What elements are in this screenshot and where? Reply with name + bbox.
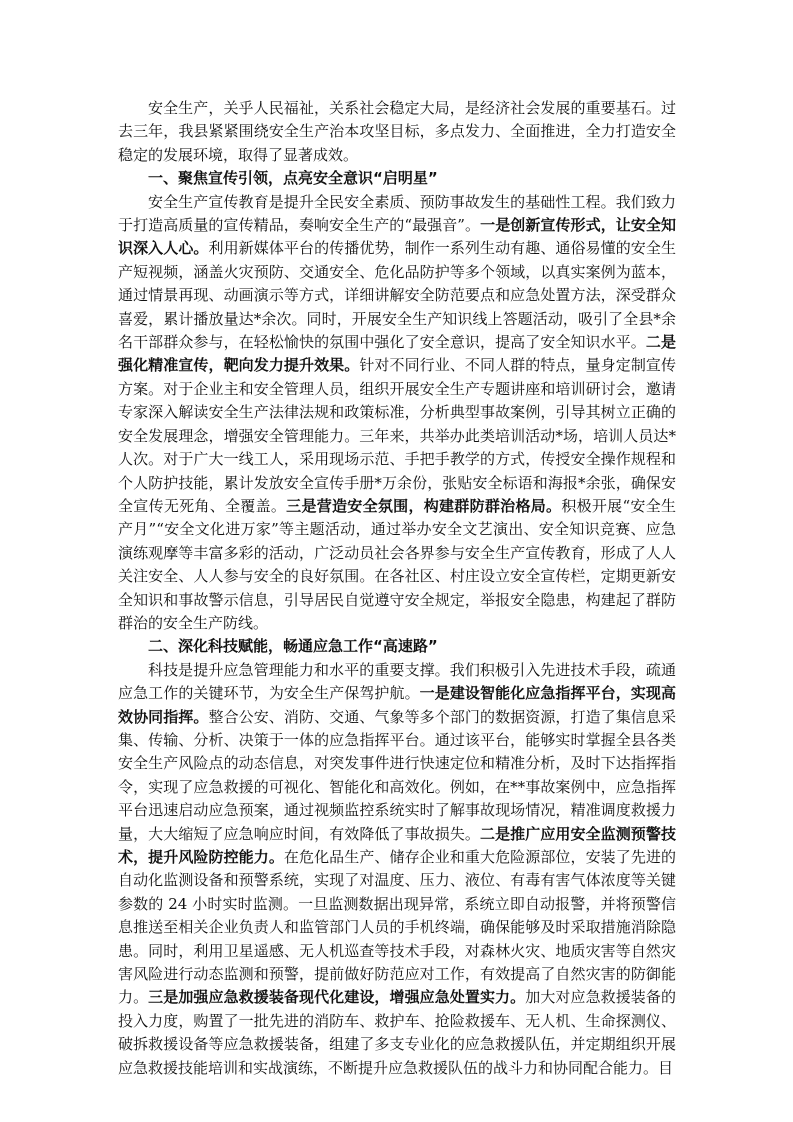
section-1-paragraph — [118, 191, 676, 636]
section-1-heading: 一、聚焦宣传引领，点亮安全意识“启明星” — [148, 169, 438, 188]
section-1-point-1-title: 一是创新宣传形式，让安全知识深入人心。 — [118, 216, 676, 258]
section-1-lead: 安全生产宣传教育是提升全民安全素质、预防事故发生的基础性工程。我们致力于打造高质量的宣传精品，奏响安全生产的“最强音”。 — [118, 192, 676, 235]
section-2-point-1-title: 一是建设智能化应急指挥平台，实现高效协同指挥。 — [118, 684, 676, 726]
section-1-point-3-title: 三是营造安全氛围，构建群防群治格局。 — [286, 496, 562, 515]
section-1-point-2-body: 针对不同行业、不同人群的特点，量身定制宣传方案。对于企业主和安全管理人员，组织开展安全生产专题讲座和培训研讨会，邀请专家深入解读安全生产法律法规和政策标准，分析典型事故案例，引导其树立正确的安全发展理念，增强安全管理能力。三年来，共举办此类培训活动*场，培训人员达*人次。对于广大一线工人，采用现场示范、手把手教学的方式，传授安全操作规程和个人防护技能，累计发放安全宣传手册*万余份，张贴安全标语和海报*余张，确保安全宣传无死角、全覆盖。 — [118, 356, 676, 515]
section-2-heading: 二、深化科技赋能，畅通应急工作“高速路” — [148, 637, 438, 656]
section-2-point-1-body: 整合公安、消防、交通、气象等多个部门的数据资源，打造了集信息采集、传输、分析、决策于一体的应急指挥平台。通过该平台，能够实时掌握全县各类安全生产风险点的动态信息，对突发事件进行快速定位和精准分析，及时下达指挥指令，实现了应急救援的可视化、智能化和高效化。例如，在**事故案例中，应急指挥平台迅速启动应急预案，通过视频监控系统实时了解事故现场情况，精准调度救援力量，大大缩短了应急响应时间，有效降低了事故损失。 — [118, 707, 676, 843]
document-page — [118, 97, 676, 1080]
section-2-point-2-body: 在危化品生产、储存企业和重大危险源部位，安装了先进的自动化监测设备和预警系统，实现了对温度、压力、液位、有毒有害气体浓度等关键参数的 24 小时实时监测。一旦监测数据出现异常，系统立即自动报警，并将预警信息推送至相关企业负责人和监管部门人员的手机终端，确保能够及时采取措施消除隐患。同时，利用卫星遥感、无人机巡查等技术手段，对森林火灾、地质灾害等自然灾害风险进行动态监测和预警，提前做好防范应对工作，有效提高了自然灾害的防御能力。 — [118, 848, 676, 1007]
section-2-paragraph — [118, 659, 676, 1080]
section-1-point-3-body: 积极开展“安全生产月”“安全文化进万家”等主题活动，通过举办安全文艺演出、安全知识竞赛、应急演练观摩等丰富多彩的活动，广泛动员社会各界参与安全生产宣传教育，形成了人人关注安全、人人参与安全的良好氛围。在各社区、村庄设立安全宣传栏，定期更新安全知识和事故警示信息，引导居民自觉遵守安全规定，举报安全隐患，构建起了群防群治的安全生产防线。 — [118, 496, 676, 632]
section-2-point-2-title: 二是推广应用安全监测预警技术，提升风险防控能力。 — [118, 824, 676, 866]
section-2-lead: 科技是提升应急管理能力和水平的重要支撑。我们积极引入先进技术手段，疏通应急工作的关键环节，为安全生产保驾护航。 — [118, 660, 676, 703]
intro-paragraph: 安全生产，关乎人民福祉，关系社会稳定大局，是经济社会发展的重要基石。过去三年，我县紧紧围绕安全生产治本攻坚目标，多点发力、全面推进，全力打造安全稳定的发展环境，取得了显著成效。 — [118, 99, 676, 164]
section-2-point-3-body: 加大对应急救援装备的投入力度，购置了一批先进的消防车、救护车、抢险救援车、无人机、生命探测仪、破拆救援设备等应急救援装备，组建了多支专业化的应急救援队伍，并定期组织开展应急救援技能培训和实战演练，不断提升应急救援队伍的战斗力和协同配合能力。目 — [118, 988, 676, 1077]
section-2-point-3-title: 三是加强应急救援装备现代化建设，增强应急处置实力。 — [148, 988, 526, 1007]
section-1-point-1-body: 利用新媒体平台的传播优势，制作一系列生动有趣、通俗易懂的安全生产短视频，涵盖火灾预防、交通安全、危化品防护等多个领域，以真实案例为蓝本，通过情景再现、动画演示等方式，详细讲解安全防范要点和应急处置方法，深受群众喜爱，累计播放量达*余次。同时，开展安全生产知识线上答题活动，吸引了全县*余名干部群众参与，在轻松愉快的氛围中强化了安全意识，提高了安全知识水平。 — [118, 239, 676, 352]
section-1-point-2-title: 二是强化精准宣传，靶向发力提升效果。 — [118, 333, 676, 375]
